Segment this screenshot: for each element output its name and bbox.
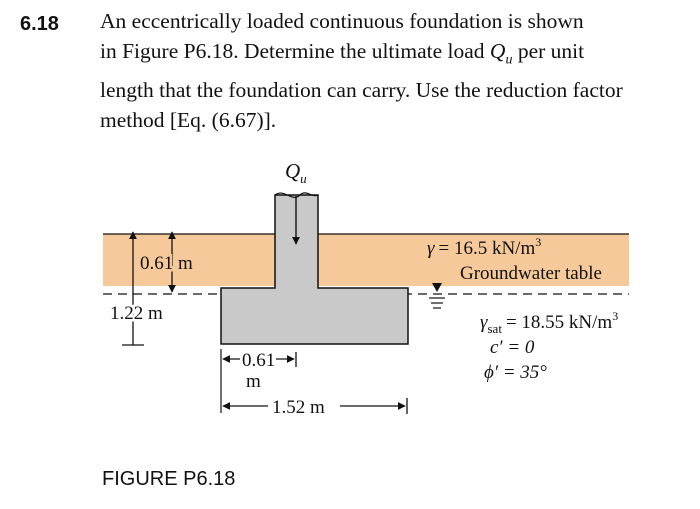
problem-line-2-tail: per unit (517, 39, 585, 63)
problem-line-1: An eccentrically loaded continuous foundation is shown (100, 9, 584, 33)
upper-depth-label: 0.61 m (140, 253, 193, 274)
problem-load-symbol: Q (489, 39, 506, 63)
problem-load-subscript: u (505, 52, 513, 68)
eccentricity-value: 0.61 (242, 350, 276, 371)
water-table-symbol (432, 283, 442, 292)
gamma-sat-label: $\gamma_{sat} = 18.55$ $kN/m^3$ (480, 309, 619, 336)
width-label: 1.52 m (272, 397, 325, 418)
problem-line-3: length that the foundation can carry. Use the reduction factor (100, 78, 623, 103)
figure-caption: FIGURE P6.18 (102, 468, 236, 490)
load-label: $Q_u$ (285, 159, 307, 186)
friction-angle-label: ϕ′ = 35° (484, 362, 547, 383)
problem-line-4: method [Eq. (6.67)]. (100, 108, 277, 133)
problem-line-2-text: in Figure P6.18. Determine the ultimate load (100, 39, 485, 63)
problem-number: 6.18 (20, 13, 59, 35)
gamma-label: γ = 16.5 $kN/m^3$ (427, 235, 542, 259)
groundwater-label: Groundwater table (460, 263, 602, 284)
eccentricity-unit: m (246, 371, 261, 392)
cohesion-label: c′ = 0 (490, 337, 535, 358)
total-depth-label: 1.22 m (110, 303, 163, 324)
